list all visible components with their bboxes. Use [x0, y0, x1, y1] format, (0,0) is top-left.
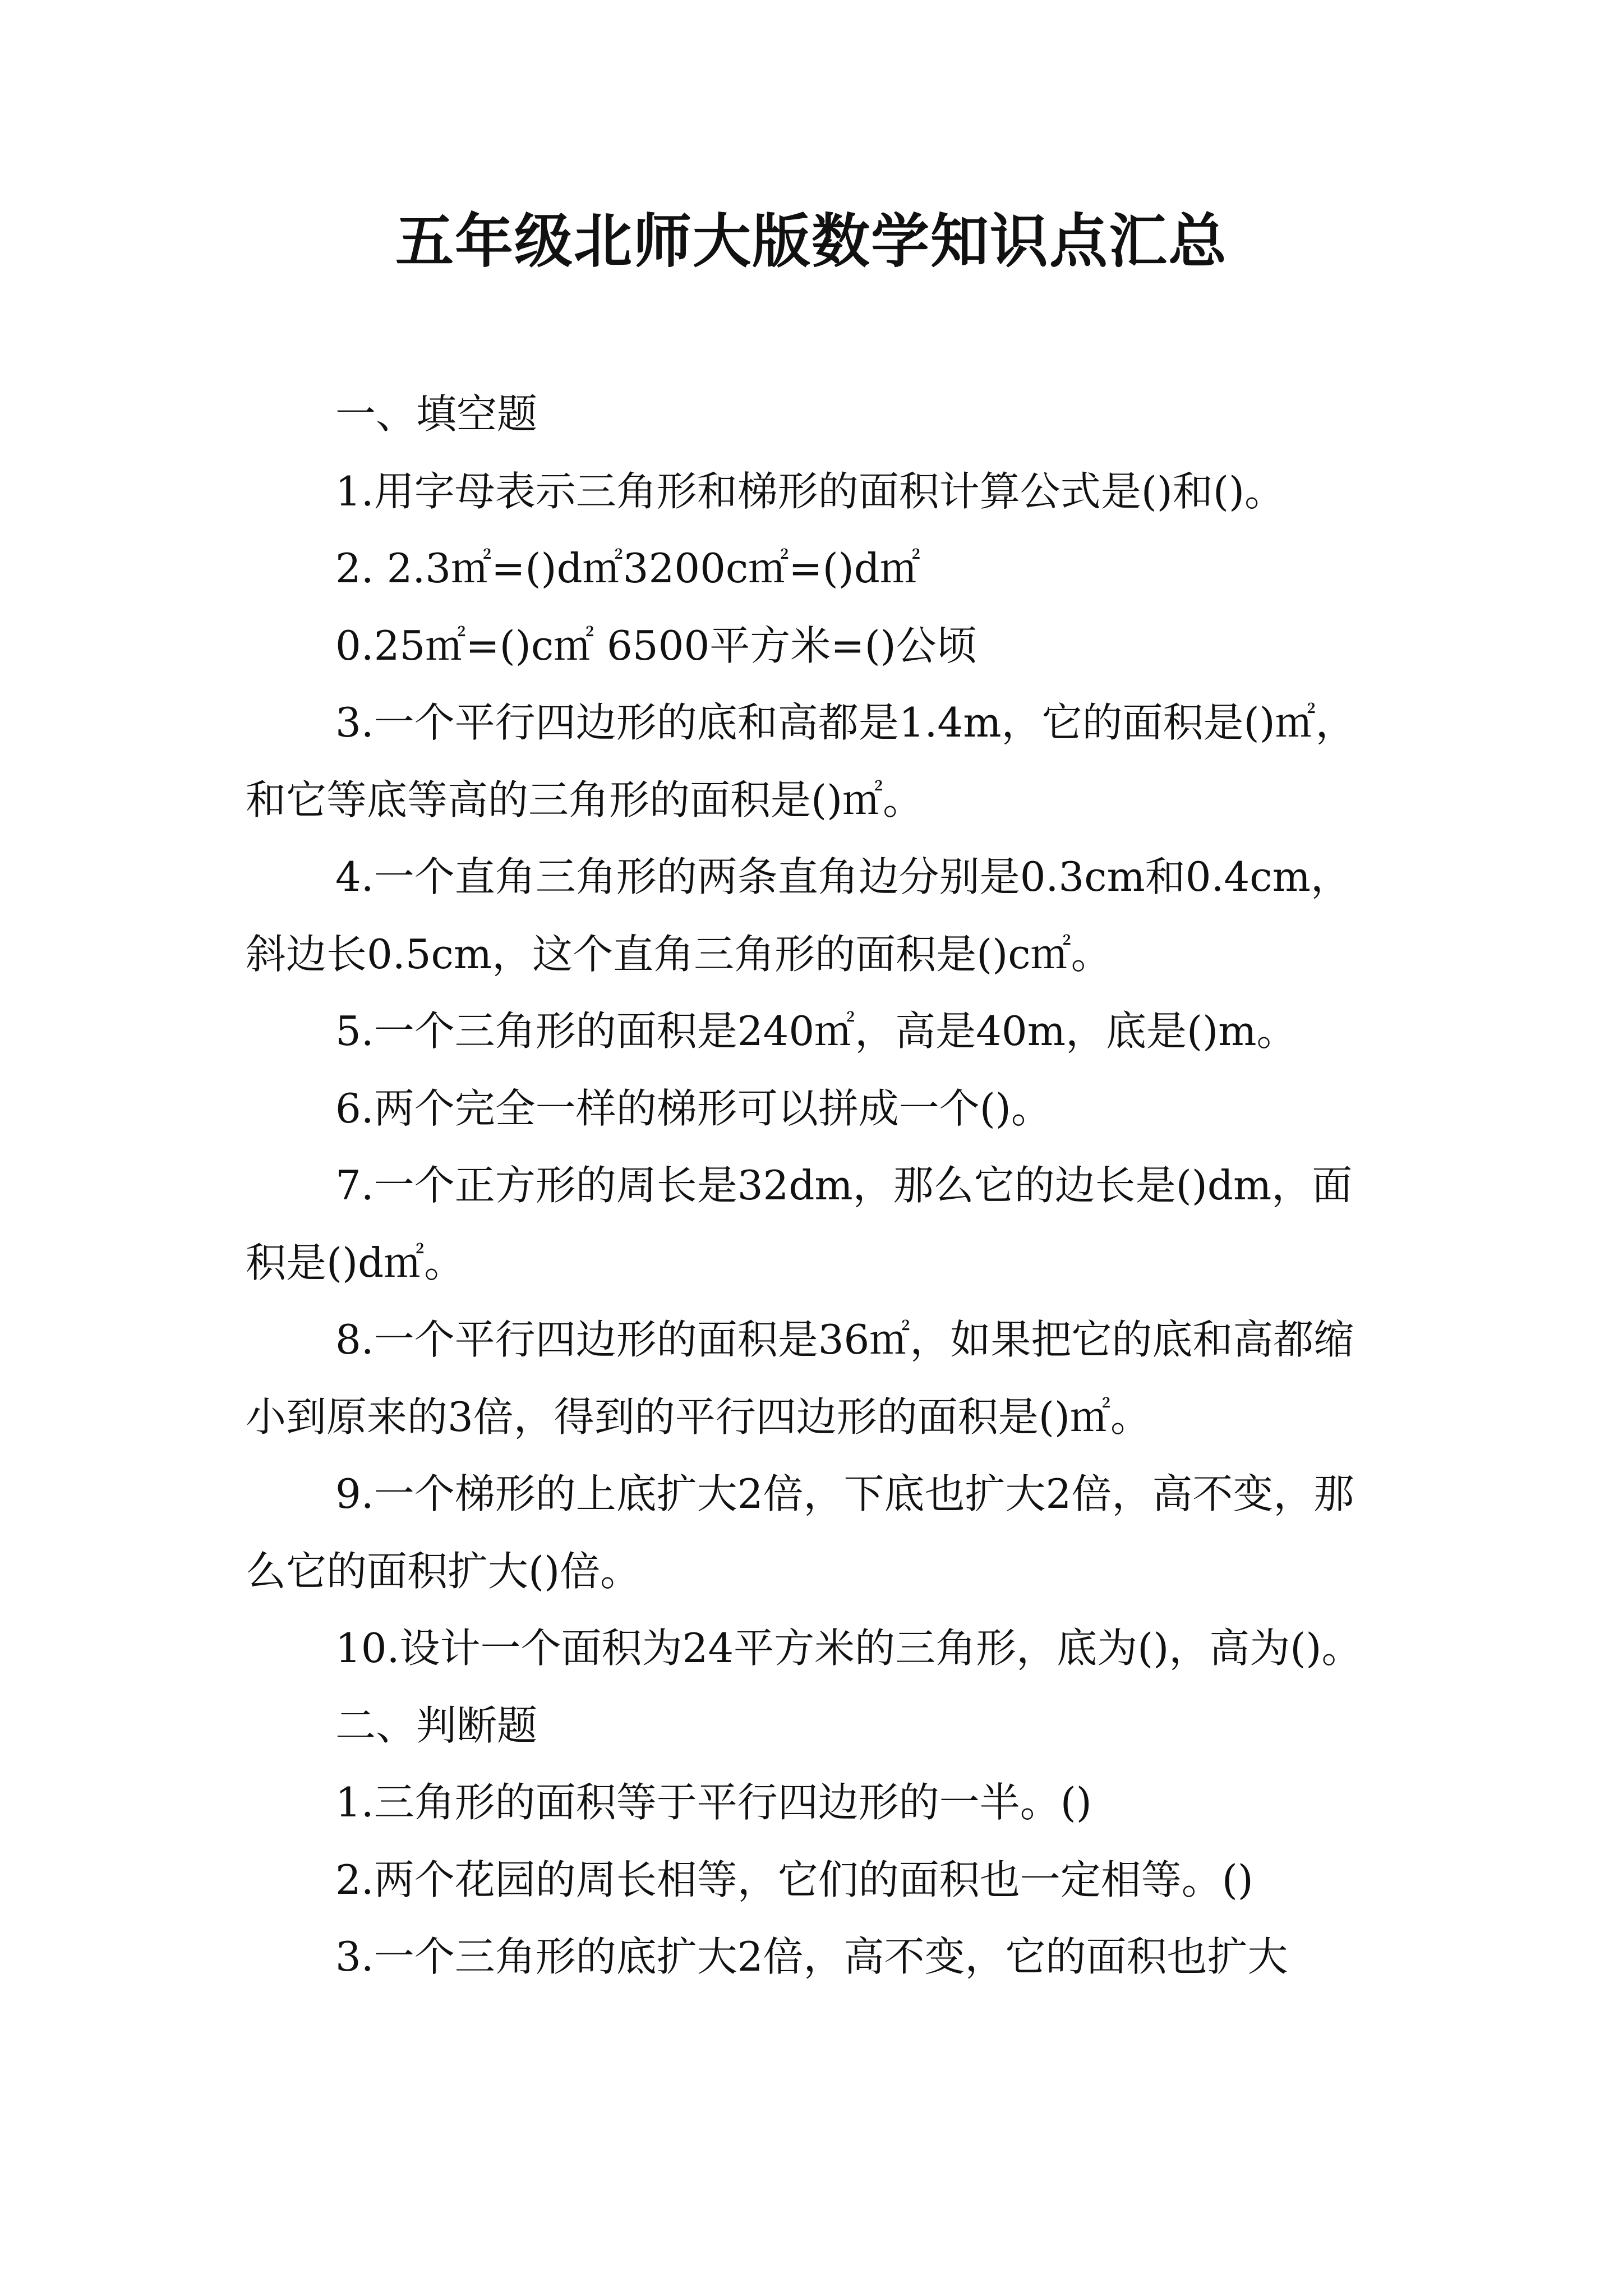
question-item: 5.一个三角形的面积是240㎡，高是40m，底是()m。 — [335, 1007, 1297, 1055]
question-item: 2. 2.3㎡=()d㎡3200c㎡=()d㎡ — [335, 545, 920, 592]
question-item: 3.一个平行四边形的底和高都是1.4m，它的面积是()㎡，和它等底等高的三角形的面积是()㎡。 — [246, 699, 1356, 823]
section-heading-fill-blank: 一、填空题 — [335, 390, 538, 438]
question-item: 1.用字母表示三角形和梯形的面积计算公式是()和()。 — [335, 467, 1285, 515]
question-item: 8.一个平行四边形的面积是36㎡，如果把它的底和高都缩小到原来的3倍，得到的平行四边形的面积是()㎡。 — [246, 1316, 1354, 1441]
question-item: 4.一个直角三角形的两条直角边分别是0.3cm和0.4cm，斜边长0.5cm，这个直角三角形的面积是()c㎡。 — [246, 853, 1351, 978]
document-body — [246, 376, 1390, 1996]
section-heading-true-false: 二、判断题 — [335, 1701, 538, 1749]
question-item: 9.一个梯形的上底扩大2倍，下底也扩大2倍，高不变，那么它的面积扩大()倍。 — [246, 1470, 1354, 1595]
question-item: 2.两个花园的周长相等，它们的面积也一定相等。() — [335, 1856, 1253, 1903]
question-item: 0.25㎡=()c㎡ 6500平方米=()公顷 — [335, 622, 977, 669]
question-item: 7.一个正方形的周长是32dm，那么它的边长是()dm，面积是()d㎡。 — [246, 1162, 1353, 1286]
question-item: 1.三角形的面积等于平行四边形的一半。() — [335, 1779, 1092, 1826]
question-item: 3.一个三角形的底扩大2倍，高不变，它的面积也扩大 — [335, 1933, 1288, 1980]
question-item: 6.两个完全一样的梯形可以拼成一个()。 — [335, 1084, 1052, 1132]
question-item: 10.设计一个面积为24平方米的三角形，底为()，高为()。 — [335, 1625, 1362, 1672]
document-title: 五年级北师大版数学知识点汇总 — [395, 206, 1228, 275]
